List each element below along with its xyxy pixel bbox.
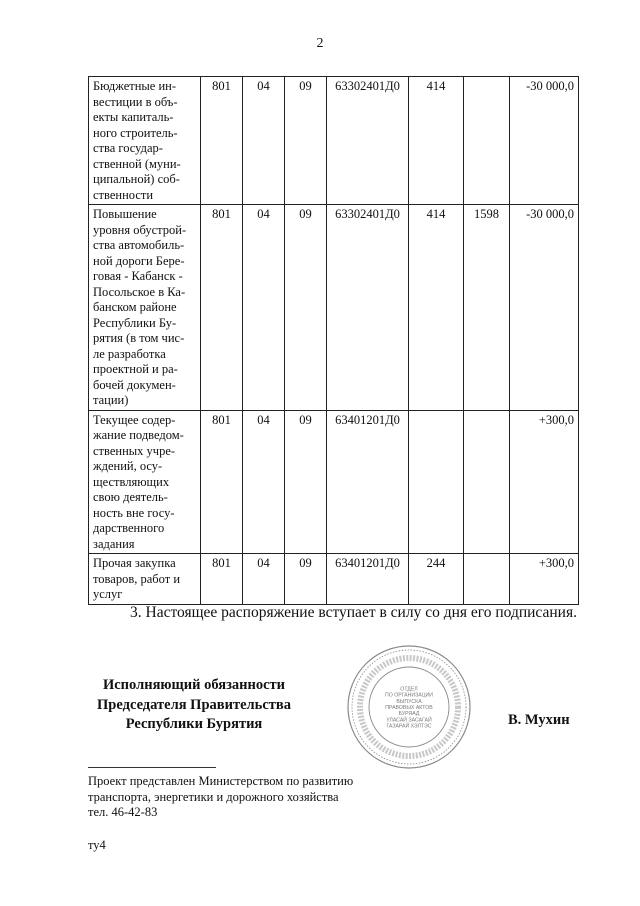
ministry-code-cell: 801 (201, 410, 243, 554)
seal-text-line: ВЫПУСКА (396, 698, 422, 705)
footnote (88, 774, 353, 821)
ministry-code-cell: 801 (201, 205, 243, 411)
table-row (89, 410, 579, 554)
target-article-cell: 63401201Д0 (327, 410, 409, 554)
clause-3: 3. Настоящее распоряжение вступает в силу со дня его подписания. (130, 604, 577, 621)
seal-text-line: БУРЯАД (398, 711, 420, 718)
expense-type-cell: 414 (409, 77, 464, 205)
expense-name-cell: Текущее содер- жание подведом- ственных учре- ждений, осу- ществляющих свою деятель- ность вне госу- дарственного задания (89, 410, 201, 554)
target-article-cell: 63302401Д0 (327, 205, 409, 411)
footnote-line: Проект представлен Министерством по развитию (88, 774, 354, 788)
footnote-line: тел. 46-42-83 (88, 805, 158, 819)
code-cell: 1598 (464, 205, 510, 411)
table-row (89, 77, 579, 205)
expense-type-cell: 244 (409, 554, 464, 605)
ministry-code-cell: 801 (201, 77, 243, 205)
code-cell (464, 410, 510, 554)
expense-type-cell: 414 (409, 205, 464, 411)
footnote-divider (88, 767, 216, 768)
code-cell (464, 77, 510, 205)
section-code-cell: 04 (243, 554, 285, 605)
code-cell (464, 554, 510, 605)
seal-text-line: УЛАСАЙ ЗАСАГАЙ (386, 717, 432, 724)
subsection-code-cell: 09 (285, 205, 327, 411)
official-seal (346, 644, 472, 770)
target-article-cell: 63401201Д0 (327, 554, 409, 605)
page-number: 2 (316, 36, 324, 51)
expense-type-cell (409, 410, 464, 554)
expense-name-cell: Прочая закупка товаров, работ и услуг (89, 554, 201, 605)
seal-text-line: ОТДЕЛ (400, 686, 418, 693)
signer-title (88, 676, 300, 735)
seal-text-line: ГАЗАРАЙ ХЭЛТЭС (386, 723, 432, 730)
amount-cell: -30 000,0 (510, 205, 579, 411)
expense-name-cell: Бюджетные ин- вестиции в объ- екты капиталь- ного строитель- ства государ- ственной (муни- ципальной) соб- ственности (89, 77, 201, 205)
document-code: ту4 (88, 838, 106, 852)
seal-text-line: ПО ОРГАНИЗАЦИИ (385, 692, 433, 699)
seal-text-line: ПРАВОВЫХ АКТОВ (385, 705, 433, 711)
section-code-cell: 04 (243, 410, 285, 554)
signer-name: В. Мухин (508, 712, 570, 728)
footnote-line: транспорта, энергетики и дорожного хозяйства (88, 789, 339, 804)
subsection-code-cell: 09 (285, 554, 327, 605)
budget-table (88, 76, 579, 605)
section-code-cell: 04 (243, 205, 285, 411)
table-row (89, 205, 579, 411)
target-article-cell: 63302401Д0 (327, 77, 409, 205)
subsection-code-cell: 09 (285, 77, 327, 205)
amount-cell: -30 000,0 (510, 77, 579, 205)
table-row (89, 554, 579, 605)
amount-cell: +300,0 (510, 554, 579, 605)
subsection-code-cell: 09 (285, 410, 327, 554)
signer-title-line: Исполняющий обязанности (102, 677, 286, 693)
signer-title-line: Председателя Правительства (97, 696, 291, 713)
expense-name-cell: Повышение уровня обустрой- ства автомобиль- ной дороги Бере- говая - Кабанск - Посольское в Ка- банском районе Республики Бу- рятия (в том чис- ле разработка проектной и ра- бочей докумен- тации) (89, 205, 201, 411)
amount-cell: +300,0 (510, 410, 579, 554)
section-code-cell: 04 (243, 77, 285, 205)
signer-title-line: Республики Бурятия (125, 716, 263, 732)
ministry-code-cell: 801 (201, 554, 243, 605)
